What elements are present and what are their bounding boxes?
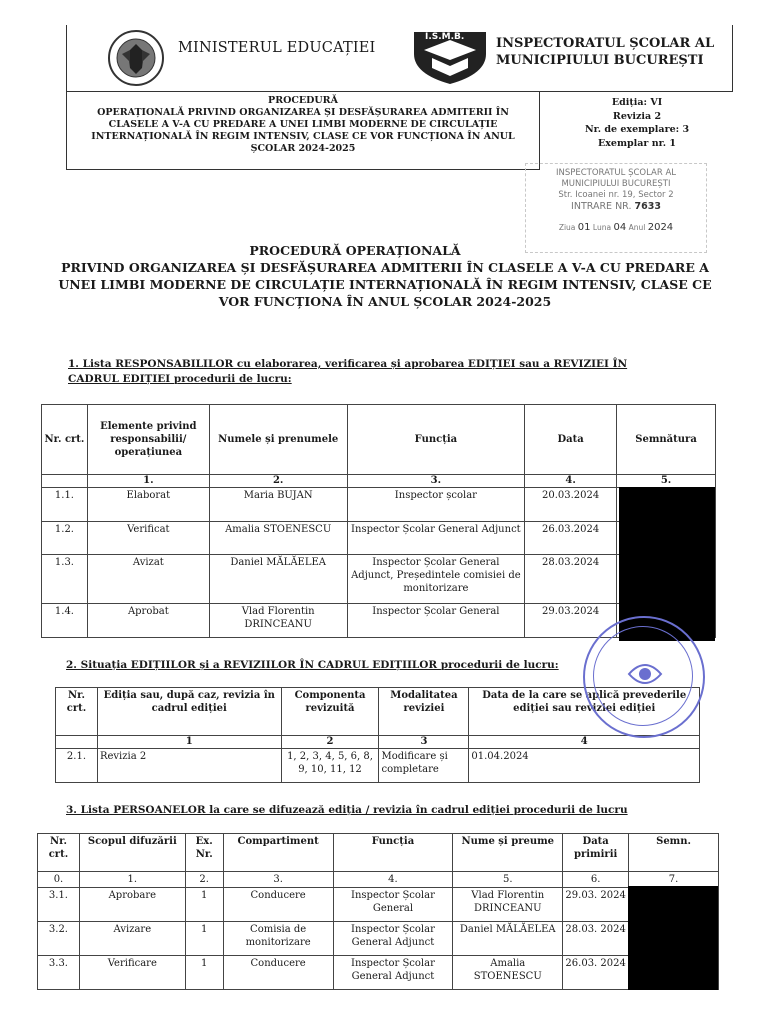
main-title-line3: UNEI LIMBI MODERNE DE CIRCULAȚIE INTERNAȚIONALĂ ÎN REGIM INTENSIV, CLASE CE [58,277,712,292]
ismb-logo-text: I.S.M.B. [425,32,465,42]
col-header: Numele și prenumele [209,405,347,475]
cell-nr: 3.2. [38,922,80,956]
header-border-right [732,25,733,91]
cell-date: 26.03. 2024 [563,956,629,990]
stamp-entry-label: INTRARE NR. [571,201,632,212]
col-header: Funcția [347,405,525,475]
cell-nr: 1.3. [42,555,88,604]
col-number: 1. [87,475,209,488]
cell-nr: 3.3. [38,956,80,990]
col-number: 3 [379,736,469,749]
cell-date: 01.04.2024 [469,749,700,783]
section3-heading: 3. Lista PERSOANELOR la care se difuzează ediția / revizia în cadrul ediției procedurii de lucru [66,804,628,816]
col-header: Semn. [629,834,719,872]
cell-modality: Modificare și completare [379,749,469,783]
stamp-month-label: Luna [592,223,612,232]
section1-heading-line2: CADRUL EDIȚIEI procedurii de lucru: [68,373,292,385]
col-number: 3. [223,872,333,888]
col-number: 1 [97,736,281,749]
col-number: 4. [525,475,617,488]
main-title-line1: PROCEDURĂ OPERAȚIONALĂ [249,243,461,258]
responsibles-table [41,404,716,638]
main-title-line4: VOR FUNCȚIONA ÎN ANUL ȘCOLAR 2024-2025 [218,294,552,309]
cell-operation: Avizat [87,555,209,604]
proc-box-bottom [66,169,540,170]
cell-department: Comisia de monitorizare [223,922,333,956]
cell-date: 28.03. 2024 [563,922,629,956]
col-header: Ex. Nr. [185,834,223,872]
ismb-name [496,35,714,69]
cell-ex: 1 [185,888,223,922]
col-header: Semnătura [617,405,716,475]
revision: Revizia 2 [612,110,662,122]
cell-date: 29.03.2024 [525,604,617,638]
col-number: 3. [347,475,525,488]
cell-department: Conducere [223,956,333,990]
stamp-line1: INSPECTORATUL ȘCOLAR AL [555,168,677,178]
cell-function: Inspector Școlar General [333,888,453,922]
table-row [38,956,719,990]
ismb-name-line1: INSPECTORATUL ȘCOLAR AL [496,36,715,51]
col-header: Data primirii [563,834,629,872]
cell-date: 28.03.2024 [525,555,617,604]
stamp-day: 01 [577,222,591,233]
section2-heading: 2. Situația EDIȚIILOR și a REVIZIILOR ÎN CADRUL EDIȚIILOR procedurii de lucru: [66,659,559,671]
cell-operation: Verificat [87,522,209,555]
header-divider [66,91,733,92]
col-header: Nume și preume [453,834,563,872]
cell-scope: Verificare [79,956,185,990]
table-row [38,922,719,956]
col-number: 4. [333,872,453,888]
proc-line: OPERAȚIONALĂ PRIVIND ORGANIZAREA ȘI DESFĂȘURAREA ADMITERII ÎN [97,107,509,118]
cell-name: Maria BUJAN [209,488,347,522]
cell-function: Inspector Școlar General Adjunct [347,522,525,555]
ismb-name-line2: MUNICIPIULUI BUCUREȘTI [496,53,704,68]
table-row [56,749,700,783]
section1-heading-line1: 1. Lista RESPONSABILILOR cu elaborarea, verificarea și aprobarea EDIȚIEI sau a REVIZIEI ÎN [68,358,628,370]
cell-scope: Avizare [79,922,185,956]
col-header: Data [525,405,617,475]
col-number: 2 [281,736,379,749]
cell-function: Inspector Școlar General Adjunct, Președintele comisiei de monitorizare [347,555,525,604]
ministry-seal-icon [100,28,172,88]
stamp-year-label: Anul [628,223,646,232]
col-number: 5. [617,475,716,488]
cell-department: Conducere [223,888,333,922]
cell-name: Amalia STOENESCU [209,522,347,555]
stamp-day-label: Ziua [558,223,576,232]
registration-stamp [525,163,707,253]
edition-info [546,96,728,150]
cell-date: 20.03.2024 [525,488,617,522]
section1-heading [68,357,728,387]
cell-scope: Aprobare [79,888,185,922]
proc-box-mid [539,91,540,169]
cell-name: Amalia STOENESCU [453,956,563,990]
header-border-left [66,25,67,91]
stamp-entry-number: 7633 [634,201,661,212]
col-header: Nr. crt. [56,688,98,736]
col-number: 0. [38,872,80,888]
cell-nr: 1.1. [42,488,88,522]
copies: Nr. de exemplare: 3 [584,124,690,135]
col-header: Nr. crt. [42,405,88,475]
stamp-line2: MUNICIPIULUI BUCUREȘTI [561,179,671,189]
cell-function: Inspector școlar [347,488,525,522]
cell-function: Inspector Școlar General Adjunct [333,956,453,990]
col-header: Modalitatea reviziei [379,688,469,736]
cell-name: Daniel MĂLĂELEA [453,922,563,956]
col-number [56,736,98,749]
procedure-header-title [70,95,536,155]
cell-date: 29.03. 2024 [563,888,629,922]
col-header: Funcția [333,834,453,872]
ministry-name: MINISTERUL EDUCAȚIEI [178,40,376,56]
table-row [38,888,719,922]
cell-name: Vlad Florentin DRINCEANU [209,604,347,638]
cell-nr: 1.4. [42,604,88,638]
proc-line: INTERNAȚIONALĂ ÎN REGIM INTENSIV, CLASE CE VOR FUNCȚIONA ÎN ANUL [91,131,515,142]
cell-function: Inspector Școlar General [347,604,525,638]
cell-operation: Aprobat [87,604,209,638]
cell-ex: 1 [185,956,223,990]
cell-function: Inspector Școlar General Adjunct [333,922,453,956]
col-header: Componenta revizuită [281,688,379,736]
table-row [42,555,716,604]
col-number: 2. [209,475,347,488]
cell-nr: 3.1. [38,888,80,922]
cell-name: Daniel MĂLĂELEA [209,555,347,604]
col-number: 2. [185,872,223,888]
col-number [42,475,88,488]
col-header: Compartiment [223,834,333,872]
round-stamp-icon [583,616,705,738]
distribution-table [37,833,719,990]
cell-component: 1, 2, 3, 4, 5, 6, 8, 9, 10, 11, 12 [281,749,379,783]
proc-box-left [66,91,67,169]
edition: Ediția: VI [611,97,663,108]
cell-date: 26.03.2024 [525,522,617,555]
col-number: 1. [79,872,185,888]
col-number: 7. [629,872,719,888]
proc-line: PROCEDURĂ [268,95,338,106]
cell-nr: 2.1. [56,749,98,783]
table-row [42,488,716,522]
cell-nr: 1.2. [42,522,88,555]
redacted-signatures-distribution [628,886,718,990]
col-header: Nr. crt. [38,834,80,872]
col-header: Elemente privind responsabilii/ operațiunea [87,405,209,475]
stamp-line3: Str. Icoanei nr. 19, Sector 2 [558,190,674,200]
main-title [40,242,730,310]
stamp-month: 04 [613,222,627,233]
copy-number: Exemplar nr. 1 [598,137,676,149]
col-header: Ediția sau, după caz, revizia în cadrul ediției [97,688,281,736]
main-title-line2: PRIVIND ORGANIZAREA ȘI DESFĂȘURAREA ADMITERII ÎN CLASELE A V-A CU PREDARE A [61,260,709,275]
col-number: 6. [563,872,629,888]
cell-edition: Revizia 2 [97,749,281,783]
col-header: Scopul difuzării [79,834,185,872]
cell-operation: Elaborat [87,488,209,522]
col-header: Data de la care se aplică prevederile ediției sau reviziei ediției [469,688,700,736]
proc-line: ȘCOLAR 2024-2025 [250,143,356,154]
cell-name: Vlad Florentin DRINCEANU [453,888,563,922]
stamp-year: 2024 [647,222,674,233]
cell-ex: 1 [185,922,223,956]
table-row [42,522,716,555]
col-number: 4 [469,736,700,749]
proc-line: CLASELE A V-A CU PREDARE A UNEI LIMBI MODERNE DE CIRCULAȚIE [108,119,498,130]
col-number: 5. [453,872,563,888]
